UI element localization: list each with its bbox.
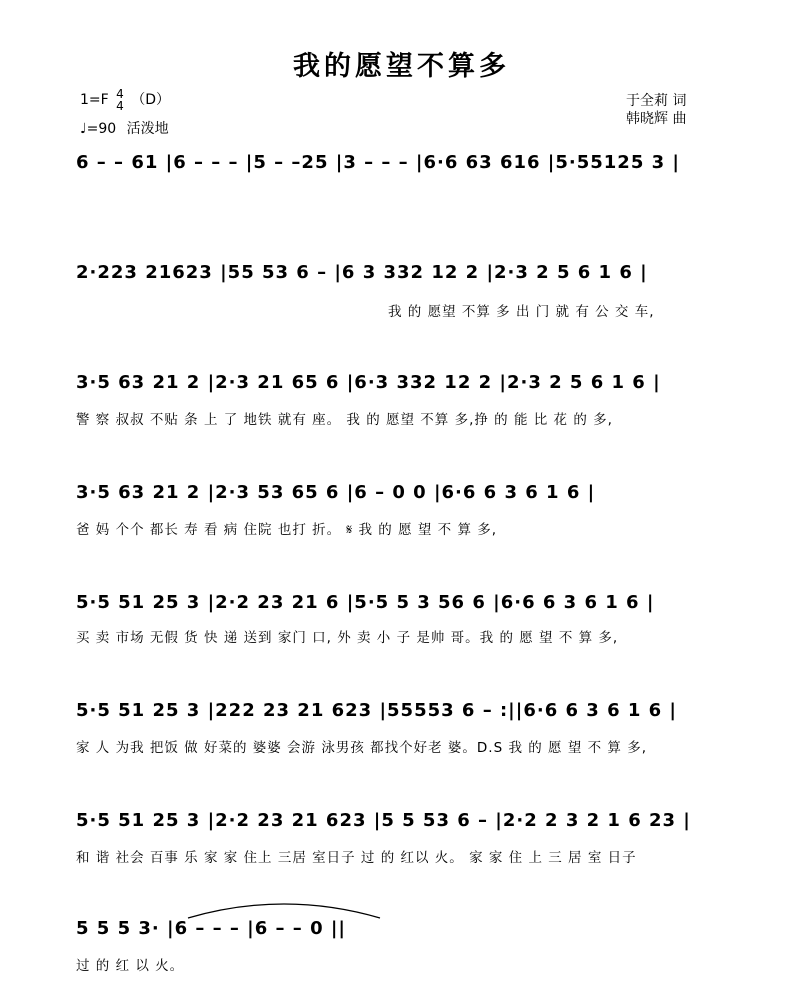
score-line-3 — [76, 372, 732, 428]
lyricist-credit: 于全莉 词 — [626, 93, 687, 109]
notation-line-3: 3·5 63 21 2 |2·3 21 65 6 |6·3 332 12 2 |2·3 2 5 6 1 6 | — [76, 372, 661, 393]
score-line-5 — [76, 592, 732, 646]
tempo-line — [80, 120, 169, 138]
score-line-7 — [76, 810, 732, 866]
lyrics-line-4: 爸 妈 个个 都长 寿 看 病 住院 也打 折。 𝄋 我 的 愿 望 不 算 多, — [76, 522, 498, 538]
lyrics-line-8: 过 的 红 以 火。 — [76, 958, 185, 974]
key-label: 1=F — [80, 92, 109, 108]
notation-line-8: 5 5 5 3· |6 – – – |6 – – 0 || — [76, 918, 347, 939]
key-note: （D） — [131, 92, 171, 108]
score-line-8 — [76, 918, 732, 974]
tie-arc — [184, 896, 384, 920]
time-numerator: 4 — [116, 87, 124, 101]
notation-line-4: 3·5 63 21 2 |2·3 53 65 6 |6 – 0 0 |6·6 6 3 6 1 6 | — [76, 482, 596, 503]
notation-line-1: 6 – – 61 |6 – – – |5 – –25 |3 – – – |6·6 63 616 |5·55125 3 | — [76, 152, 680, 173]
time-signature — [116, 88, 124, 112]
time-denominator: 4 — [116, 99, 124, 113]
lyrics-line-6: 家 人 为我 把饭 做 好菜的 婆婆 会游 泳男孩 都找个好老 婆。D.S 我 的 愿 望 不 算 多, — [76, 740, 647, 756]
style-mark: 活泼地 — [126, 121, 169, 137]
notation-line-7: 5·5 51 25 3 |2·2 23 21 623 |5 5 53 6 – |2·2 2 3 2 1 6 23 | — [76, 810, 691, 831]
lyrics-line-3: 警 察 叔叔 不贴 条 上 了 地铁 就有 座。 我 的 愿望 不算 多,挣 的 能 比 花 的 多, — [76, 412, 613, 428]
lyrics-line-7: 和 谐 社会 百事 乐 家 家 住上 三居 室日子 过 的 红以 火。 家 家 住 上 三 居 室 日子 — [76, 850, 637, 866]
credits — [626, 92, 686, 128]
lyrics-line-2: 我 的 愿望 不算 多 出 门 就 有 公 交 车, — [388, 304, 655, 320]
score-line-4 — [76, 482, 732, 538]
tempo-mark: ♩=90 — [80, 121, 117, 137]
score-line-2 — [76, 262, 732, 320]
key-signature — [80, 88, 170, 112]
score-line-1 — [76, 152, 732, 186]
song-title: 我的愿望不算多 — [293, 51, 510, 82]
lyrics-line-5: 买 卖 市场 无假 货 快 递 送到 家门 口, 外 卖 小 子 是帅 哥。我 的 愿 望 不 算 多, — [76, 630, 619, 646]
notation-line-2: 2·223 21623 |55 53 6 – |6 3 332 12 2 |2·3 2 5 6 1 6 | — [76, 262, 648, 283]
notation-line-6: 5·5 51 25 3 |222 23 21 623 |55553 6 – :||6·6 6 3 6 1 6 | — [76, 700, 678, 721]
composer-credit: 韩晓辉 曲 — [626, 111, 687, 127]
notation-line-5: 5·5 51 25 3 |2·2 23 21 6 |5·5 5 3 56 6 |6·6 6 3 6 1 6 | — [76, 592, 655, 613]
score-line-6 — [76, 700, 732, 756]
